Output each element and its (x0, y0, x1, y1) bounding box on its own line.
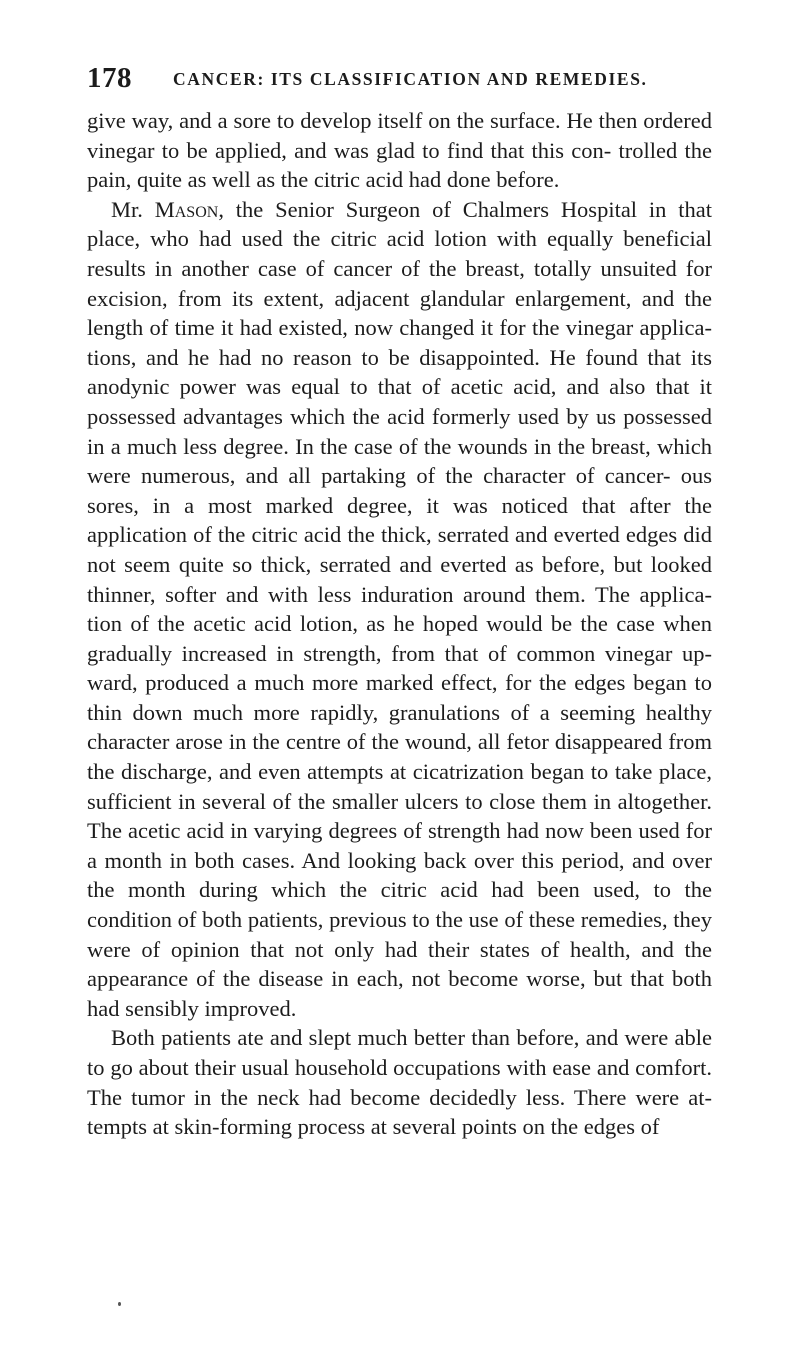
running-title: CANCER: ITS CLASSIFICATION AND REMEDIES. (173, 69, 648, 89)
paragraph-text: give way, and a sore to develop itself on the surface. He then ordered vinegar to be applied, and was glad to find that this con- trolled the pain, quite as well as the citric acid had done before. (87, 108, 712, 193)
paragraph-text: Both patients ate and slept much better than before, and were able to go about their usual household occupations with ease and comfort. The tumor in the neck had become decidedly less. There were at- tempts at skin-forming process at several points on the edges of (87, 1025, 712, 1140)
paragraph-text: , the Senior Surgeon of Chalmers Hospital in that place, who had used the citric acid lotion with equally beneficial results in another case of cancer of the breast, totally unsuited for excision, from its extent, adjacent glandular enlargement, and the length of time it had existed, now changed it for the vinegar applica- tions, and he had no reason to be disappointed. He found that its anodynic power was equal to that of acetic acid, and also that it possessed advantages which the acid formerly used by us possessed in a much less degree. In the case of the wounds in the breast, which were numerous, and all partaking of the character of cancer- ous sores, in a most marked degree, it was noticed that after the application of the citric acid the thick, serrated and everted edges did not seem quite so thick, serrated and everted as before, but looked thinner, softer and with less induration around them. The applica- tion of the acetic acid lotion, as he hoped would be the case when gradually increased in strength, from that of common vinegar up- ward, produced a much more marked effect, for the edges began to thin down much more rapidly, granulations of a seeming healthy character arose in the centre of the wound, all fetor disappeared from the discharge, and even attempts at cicatrization began to take place, sufficient in several of the smaller ulcers to close them in altogether. The acetic acid in varying degrees of strength had now been used for a month in both cases. And looking back over this period, and over the month during which the citric acid had been used, to the condition of both patients, previous to the use of these remedies, they were of opinion that not only had their states of health, and the appearance of the disease in each, not become worse, but that both had sensibly improved. (87, 196, 712, 1021)
print-speck (118, 1302, 121, 1306)
body-text (87, 106, 712, 1142)
paragraph (87, 106, 712, 195)
paragraph (87, 1023, 712, 1141)
name-prefix: Mr. (111, 196, 155, 222)
paragraph (87, 195, 712, 1024)
running-header (87, 60, 717, 96)
person-name: Mason (154, 196, 219, 222)
page-number: 178 (87, 62, 132, 94)
